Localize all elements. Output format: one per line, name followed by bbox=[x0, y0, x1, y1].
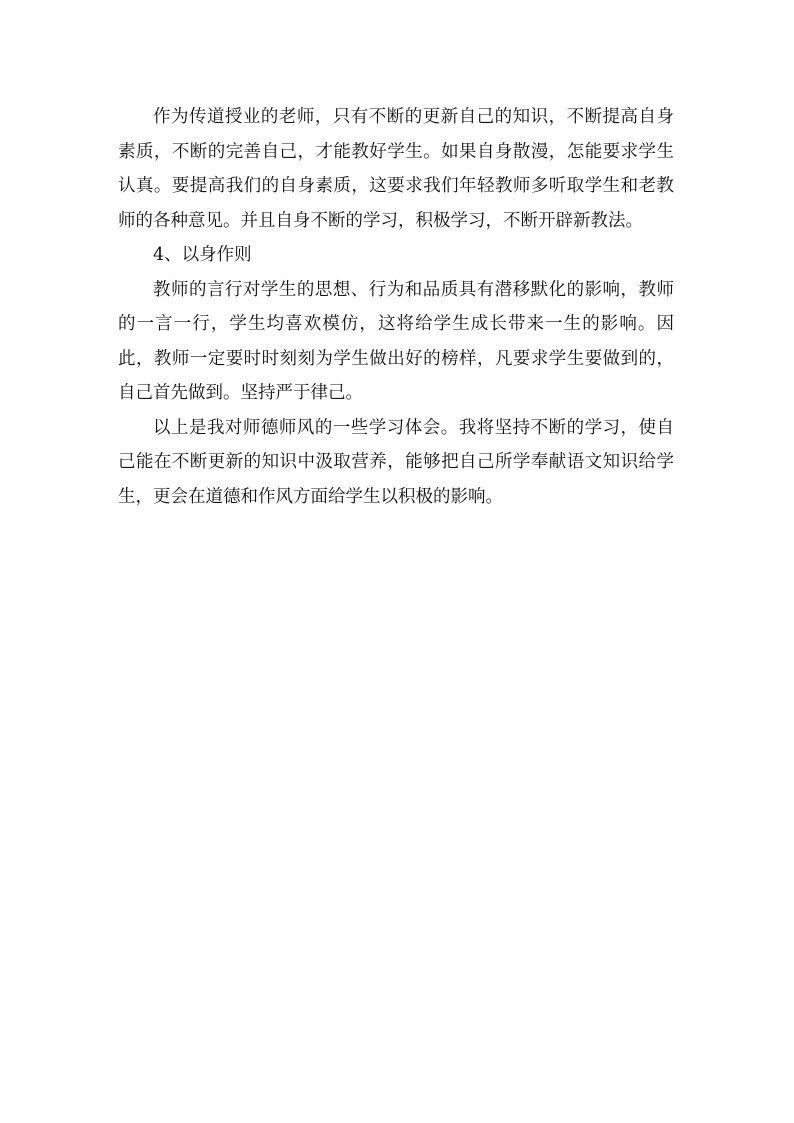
paragraph-teacher-influence: 教师的言行对学生的思想、行为和品质具有潜移默化的影响，教师的一言一行，学生均喜欢模仿，这将给学生成长带来一生的影响。因此，教师一定要时时刻刻为学生做出好的榜样，凡要求学生要做到的，自己首先做到。坚持严于律己。 bbox=[118, 279, 674, 403]
paragraph-conclusion: 以上是我对师德师风的一些学习体会。我将坚持不断的学习，使自己能在不断更新的知识中汲取营养，能够把自己所学奉献语文知识给学生，更会在道德和作风方面给学生以积极的影响。 bbox=[118, 417, 674, 507]
section-heading-lead-by-example: 4、以身作则 bbox=[153, 245, 252, 265]
paragraph-teacher-self-improvement: 作为传道授业的老师，只有不断的更新自己的知识，不断提高自身素质，不断的完善自己，才能教好学生。如果自身散漫，怎能要求学生认真。要提高我们的自身素质，这要求我们年轻教师多听取学生和老教师的各种意见。并且自身不断的学习，积极学习，不断开辟新教法。 bbox=[118, 107, 674, 231]
document-body bbox=[118, 100, 674, 514]
